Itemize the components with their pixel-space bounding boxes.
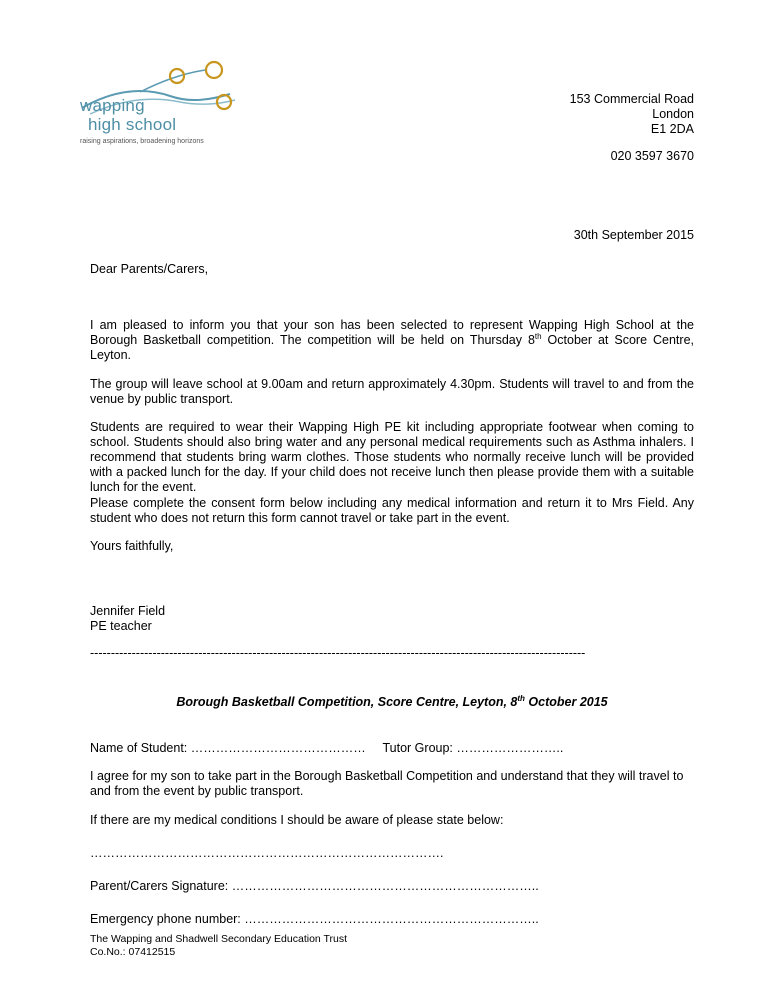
- paragraph-travel: The group will leave school at 9.00am and return approximately 4.30pm. Students will travel to and from the venue by public transport.: [90, 377, 694, 406]
- student-details-row: [90, 741, 694, 756]
- logo-text-line1: wapping: [80, 96, 145, 115]
- footer: [90, 933, 347, 959]
- address-street: 153 Commercial Road: [569, 92, 694, 106]
- paragraph-consent-instructions: Please complete the consent form below including any medical information and return it to Mrs Field. Any student who does not return this form cannot travel or take part in the event.: [90, 496, 694, 525]
- paragraph-selection: I am pleased to inform you that your son has been selected to represent Wapping High School at the Borough Basketball competition. The competition will be held on Thursday 8th October at Score Centre, Leyton.: [90, 318, 694, 362]
- school-address: [570, 92, 694, 137]
- address-postcode: E1 2DA: [650, 122, 694, 136]
- school-logo: [80, 56, 240, 148]
- logo-ring-2: [206, 62, 222, 78]
- salutation: Dear Parents/Carers,: [90, 262, 209, 276]
- signatory-name: Jennifer Field: [90, 604, 166, 618]
- tutor-group-field[interactable]: Tutor Group: ……………………..: [382, 741, 564, 755]
- agreement-statement: I agree for my son to take part in the Borough Basketball Competition and understand that they will travel to and from the event by public transport.: [90, 769, 684, 798]
- parent-signature-field[interactable]: Parent/Carers Signature: ………………………………………………………………..: [90, 879, 539, 893]
- cut-line: -----------------------------------------------------------------------------------------------------------------------: [90, 646, 586, 660]
- emergency-phone-field[interactable]: Emergency phone number: ……………………………………………………………..: [90, 912, 539, 926]
- signatory-role: PE teacher: [90, 619, 152, 633]
- letter-date: 30th September 2015: [573, 228, 694, 242]
- signatory: [90, 604, 694, 634]
- footer-company-number: Co.No.: 07412515: [90, 946, 176, 958]
- address-city: London: [652, 107, 694, 121]
- logo-tagline: raising aspirations, broadening horizons: [80, 138, 204, 145]
- student-name-field[interactable]: Name of Student: ……………………………………: [90, 741, 366, 755]
- school-phone: 020 3597 3670: [610, 149, 694, 163]
- medical-conditions-label: If there are my medical conditions I should be aware of please state below:: [90, 813, 504, 827]
- medical-conditions-field[interactable]: ………………………………………………………………………….: [90, 846, 444, 860]
- footer-trust-name: The Wapping and Shadwell Secondary Education Trust: [90, 933, 348, 945]
- form-title: Borough Basketball Competition, Score Centre, Leyton, 8th October 2015: [176, 693, 608, 709]
- logo-text-line2: high school: [88, 115, 177, 134]
- paragraph-requirements: Students are required to wear their Wapping High PE kit including appropriate footwear when coming to school. Students should also bring water and any personal medical requirements such as Asthma inhalers. I recommend that students bring warm clothes. Those students who normally receive lunch will be provided with a packed lunch for the day. If your child does not receive lunch then please provide them with a suitable lunch for the event.: [90, 420, 694, 494]
- closing: Yours faithfully,: [90, 539, 174, 553]
